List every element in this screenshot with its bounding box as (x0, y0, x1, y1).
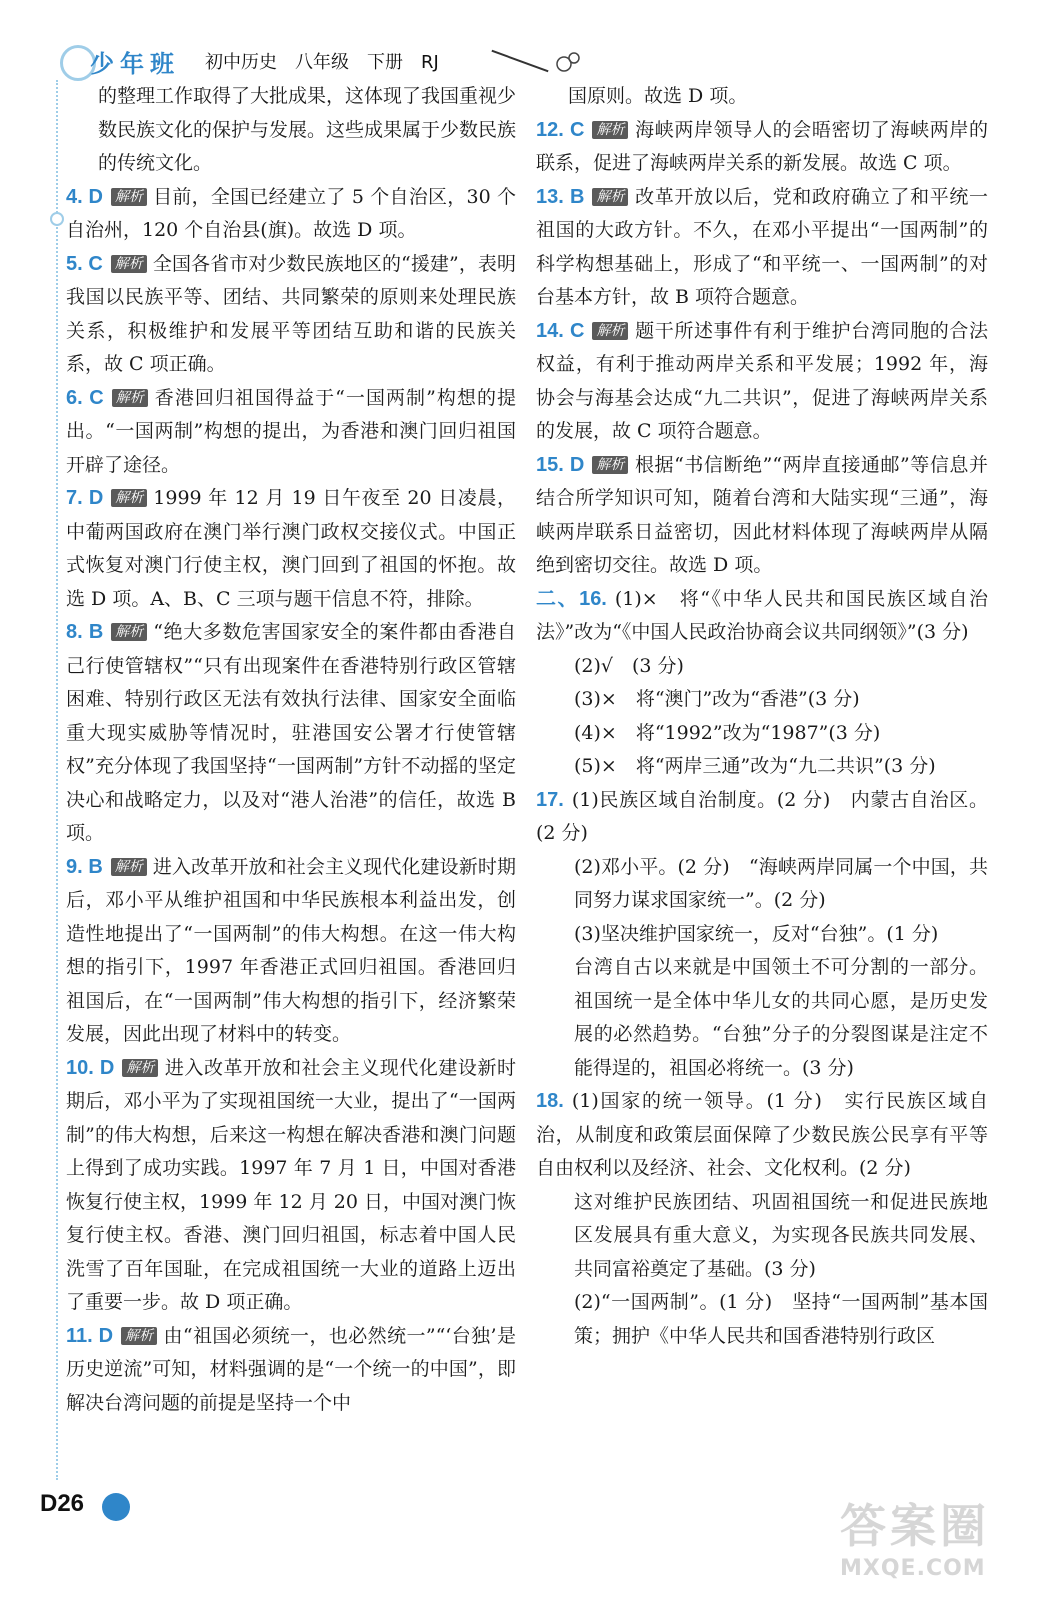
answer-line: (2)“一国两制”。(1 分) 坚持“一国两制”基本国策；拥护《中华人民共和国香港特别行政区 (574, 1291, 988, 1347)
answer-line: (3)× 将“澳门”改为“香港”(3 分) (574, 688, 860, 710)
answer-text: 香港回归祖国得益于“一国两制”构想的提出。“一国两制”构想的提出，为香港和澳门回归祖国开辟了途径。 (66, 386, 516, 476)
answer-text: 进入改革开放和社会主义现代化建设新时期后，邓小平为了实现祖国统一大业，提出了“一国两制”的伟大构想，后来这一构想在解决香港和澳门问题上得到了成功实践。1997 年 7 月 1 日，中国对香港恢复行使主权，1999 年 12 月 20 日，中国对澳门恢复行使主权。香港、澳门回归祖国，标志着中国人民洗雪了百年国耻，在完成祖国统一大业的道路上迈出了重要一步。故 D 项正确。 (66, 1056, 516, 1313)
answer-number: 二、16. (536, 587, 607, 610)
analysis-tag: 解析 (121, 1327, 157, 1345)
answer-text: 改革开放以后，党和政府确立了和平统一祖国的大政方针。不久，在邓小平提出“一国两制”的科学构想基础上，形成了“和平统一、一国两制”的对台基本方针，故 B 项符合题意。 (536, 185, 988, 308)
analysis-tag: 解析 (111, 255, 147, 273)
answer-6 (66, 382, 516, 483)
answer-14 (536, 315, 988, 449)
answer-number: 10. D (66, 1056, 115, 1079)
answer-11-continued (536, 80, 988, 114)
analysis-tag: 解析 (111, 188, 147, 206)
answer-line: 这对维护民族团结、巩固祖国统一和促进民族地区发展具有重大意义，为实现各民族共同发展、共同富裕奠定了基础。(3 分) (574, 1190, 988, 1280)
answer-text: 题干所述事件有利于维护台湾同胞的合法权益，有利于推动两岸关系和平发展；1992 年，海协会与海基会达成“九二共识”，促进了海峡两岸关系的发展，故 C 项符合题意。 (536, 319, 988, 442)
analysis-tag: 解析 (111, 623, 147, 641)
answer-number: 15. D (536, 453, 585, 476)
answer-number: 12. C (536, 118, 585, 141)
answer-text: 国原则。故选 D 项。 (568, 85, 748, 107)
answer-number: 17. (536, 788, 564, 811)
answer-line: (1)国家的统一领导。(1 分) 实行民族区域自治，从制度和政策层面保障了少数民族公民享有平等自由权利以及经济、社会、文化权利。(2 分) (536, 1090, 988, 1179)
answer-15 (536, 449, 988, 583)
header-subject: 初中历史 八年级 下册 RJ (205, 52, 439, 73)
answer-number: 5. C (66, 252, 103, 275)
watermark (840, 1490, 1020, 1590)
answer-7 (66, 482, 516, 616)
answer-13 (536, 181, 988, 315)
answer-number: 8. B (66, 621, 104, 643)
answer-number: 18. (536, 1090, 564, 1112)
brand-name: 少年班 (90, 49, 180, 78)
answer-text: 进入改革开放和社会主义现代化建设新时期后，邓小平从维护祖国和中华民族根本利益出发，创造性地提出了“一国两制”的伟大构想。在这一伟大构想的指引下，1997 年香港正式回归祖国。香港回归祖国后，在“一国两制”伟大构想的指引下，经济繁荣发展，因此出现了材料中的转变。 (66, 855, 516, 1045)
answer-11 (66, 1320, 516, 1421)
analysis-tag: 解析 (592, 121, 628, 139)
answer-8 (66, 616, 516, 851)
analysis-tag: 解析 (111, 489, 147, 507)
margin-rule (56, 80, 58, 1480)
analysis-tag: 解析 (122, 1059, 158, 1077)
answer-text: 根据“书信断绝”“两岸直接通邮”等信息并结合所学知识可知，随着台湾和大陆实现“三通”，海峡两岸联系日益密切，因此材料体现了海峡两岸从隔绝到密切交往。故选 D 项。 (536, 453, 988, 576)
answer-text: 全国各省市对少数民族地区的“援建”，表明我国以民族平等、团结、共同繁荣的原则来处理民族关系，积极维护和发展平等团结互助和谐的民族关系，故 C 项正确。 (66, 252, 516, 375)
page-number: D26 (40, 1490, 85, 1517)
answer-line: (3)坚决维护国家统一，反对“台独”。(1 分) (574, 922, 939, 945)
answer-text: 1999 年 12 月 19 日午夜至 20 日凌晨，中葡两国政府在澳门举行澳门政权交接仪式。中国正式恢复对澳门行使主权，澳门回到了祖国的怀抱。故选 D 项。A、B、C 三项与题干信息不符，排除。 (66, 487, 516, 610)
mascot-icon (555, 50, 581, 74)
answer-12 (536, 114, 988, 181)
answer-number: 13. B (536, 185, 585, 208)
answer-text: 目前，全国已经建立了 5 个自治区，30 个自治州，120 个自治县(旗)。故选 D 项。 (66, 185, 516, 241)
brand-logo (50, 40, 200, 80)
answer-number: 14. C (536, 319, 585, 342)
answer-number: 6. C (66, 386, 104, 409)
analysis-tag: 解析 (112, 389, 148, 407)
answer-10 (66, 1052, 516, 1320)
analysis-tag: 解析 (592, 322, 628, 340)
answer-line: (4)× 将“1992”改为“1987”(3 分) (574, 721, 881, 744)
answer-line: (1)× 将“《中华人民共和国民族区域自治法》”改为“《中国人民政治协商会议共同纲领》”(3 分) (536, 587, 988, 643)
answer-16 (536, 583, 988, 784)
answer-number: 9. B (66, 855, 103, 878)
answer-line: (2)邓小平。(2 分) “海峡两岸同属一个中国，共同努力谋求国家统一”。(2 分) (574, 855, 988, 911)
analysis-tag: 解析 (592, 188, 628, 206)
answer-text: 由“祖国必须统一，也必然统一”“‘台独’是历史逆流”可知，材料强调的是“一个统一的中国”，即解决台湾问题的前提是坚持一个中 (66, 1324, 516, 1414)
answer-text: “绝大多数危害国家安全的案件都由香港自己行使管辖权”“只有出现案件在香港特别行政区管辖困难、特别行政区无法有效执行法律、国家安全面临重大现实威胁等情况时，驻港国安公署才行使管辖权”充分体现了我国坚持“一国两制”方针不动摇的坚定决心和战略定力，以及对“港人治港”的信任，故选 B 项。 (66, 621, 516, 844)
left-column (66, 80, 516, 1420)
answer-number: 7. D (66, 487, 104, 509)
answer-9 (66, 851, 516, 1052)
right-column (536, 80, 988, 1353)
answer-number: 4. D (66, 185, 103, 208)
page-marker-icon (102, 1493, 130, 1521)
answer-line: (1)民族区域自治制度。(2 分) 内蒙古自治区。(2 分) (536, 788, 988, 844)
page-header (50, 40, 570, 80)
answer-17 (536, 784, 988, 1086)
watermark-logo: 答案圈 (840, 1499, 990, 1553)
analysis-tag: 解析 (592, 456, 628, 474)
answer-line: (5)× 将“两岸三通”改为“九二共识”(3 分) (574, 755, 936, 777)
answer-line: 台湾自古以来就是中国领土不可分割的一部分。祖国统一是全体中华儿女的共同心愿，是历史发展的必然趋势。“台独”分子的分裂图谋是注定不能得逞的，祖国必将统一。(3 分) (574, 956, 988, 1079)
header-divider (491, 50, 548, 72)
answer-5 (66, 248, 516, 382)
answer-text: 海峡两岸领导人的会晤密切了海峡两岸的联系，促进了海峡两岸关系的新发展。故选 C 项。 (536, 118, 988, 174)
answer-3-continued (66, 80, 516, 181)
margin-hook-icon (50, 212, 64, 226)
answer-line: (2)√ (3 分) (574, 654, 684, 677)
watermark-url: MXQE.COM (840, 1556, 986, 1581)
answer-number: 11. D (66, 1324, 114, 1347)
answer-18 (536, 1085, 988, 1353)
analysis-tag: 解析 (111, 858, 147, 876)
answer-4 (66, 181, 516, 248)
answer-text: 的整理工作取得了大批成果，这体现了我国重视少数民族文化的保护与发展。这些成果属于少数民族的传统文化。 (98, 85, 517, 174)
